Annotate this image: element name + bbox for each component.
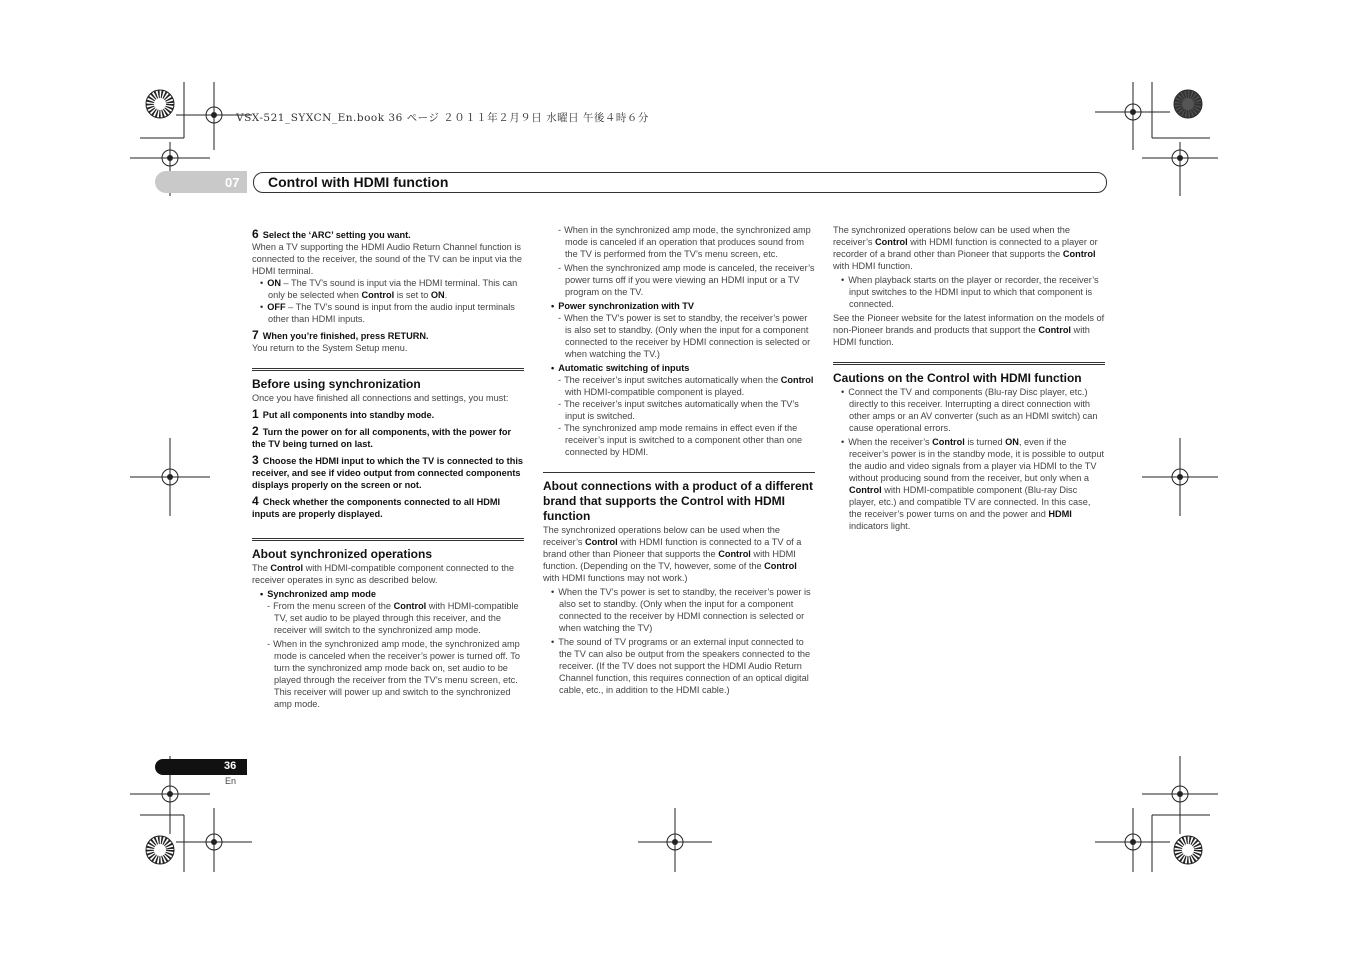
bullet-heading: • Power synchronization with TV — [543, 300, 815, 312]
bullet-item: • When playback starts on the player or recorder, the receiver’s input switches to the HDMI input to which that component is connected. — [833, 274, 1105, 310]
book-info-line: VSX-521_SYXCN_En.book 36 ページ ２０１１年２月９日 水曜日 午後４時６分 — [236, 112, 649, 124]
step-4: 4 Check whether the components connected to all HDMI inputs are properly displayed. — [252, 494, 501, 519]
step-3: 3 Choose the HDMI input to which the TV is connected to this receiver, and see if video output from connected components displays properly on the screen or not. — [252, 453, 524, 490]
page-language: En — [225, 776, 237, 786]
dash-item: - From the menu screen of the Control with HDMI-compatible TV, set audio to be played through this receiver, and the receiver will switch to the synchronized amp mode. — [252, 600, 524, 636]
page-number: 36 — [224, 760, 237, 772]
section-heading-before-sync: Before using synchronization — [252, 368, 524, 392]
section-heading-connections: About connections with a product of a different brand that supports the Control with HDMI function — [543, 472, 815, 524]
bullet-heading: • Synchronized amp mode — [252, 588, 524, 600]
body-text: The synchronized operations below can be used when the receiver’s Control with HDMI function is connected to a TV of a brand other than Pioneer that supports the Control with HDMI function. (Depending on the TV, however, some of the Control with HDMI functions may not work.) — [543, 525, 802, 583]
dash-item: - The receiver’s input switches automatically when the Control with HDMI-compatible component is played. — [543, 374, 815, 398]
bullet-on: • ON – The TV’s sound is input via the HDMI terminal. This can only be selected when Control is set to ON. — [252, 277, 524, 301]
dash-item: - The synchronized amp mode remains in effect even if the receiver’s input is switched to a component other than one connected by HDMI. — [543, 422, 815, 458]
column-2 — [543, 224, 815, 696]
step-1: 1 Put all components into standby mode. — [252, 407, 435, 421]
dash-item: - When in the synchronized amp mode, the synchronized amp mode is canceled when the receiver’s power is turned off. To turn the synchronized amp mode back on, set audio to be played through the receiver from the TV’s menu screen, etc. This receiver will power up and switch to the synchronized amp mode. — [252, 638, 524, 710]
dash-item: - When the synchronized amp mode is canceled, the receiver’s power turns off if you were viewing an HDMI input or a TV program on the TV. — [543, 262, 815, 298]
body-text: You return to the System Setup menu. — [252, 343, 408, 353]
body-text: The Control with HDMI-compatible component connected to the receiver operates in sync as described below. — [252, 563, 514, 585]
body-text: Once you have finished all connections and settings, you must: — [252, 393, 509, 403]
bullet-off: • OFF – The TV’s sound is input from the audio input terminals other than HDMI inputs. — [252, 301, 524, 325]
step-6: 6 Select the ‘ARC’ setting you want. — [252, 227, 411, 241]
body-text: When a TV supporting the HDMI Audio Return Channel function is connected to the receiver, the sound of the TV can be input via the HDMI terminal. — [252, 242, 523, 276]
chapter-number: 07 — [225, 175, 240, 190]
column-1 — [252, 224, 524, 710]
bullet-item: • When the receiver’s Control is turned ON, even if the receiver’s power is in the standby mode, it is possible to output the audio and video signals from a player via HDMI to the TV without producing sound from the receiver, but only when a Control with HDMI-compatible component (Blu-ray Disc player, etc.) and compatible TV are connected. In this case, the receiver’s power turns on and the power and HDMI indicators light. — [833, 436, 1105, 532]
section-heading-about-sync: About synchronized operations — [252, 538, 524, 562]
step-2: 2 Turn the power on for all components, with the power for the TV being turned on last. — [252, 424, 512, 449]
dash-item: - When the TV’s power is set to standby, the receiver’s power is also set to standby. (Only when the input for a component connected to the receiver by HDMI connection is selected or when watching the TV.) — [543, 312, 815, 360]
bullet-item: • Connect the TV and components (Blu-ray Disc player, etc.) directly to this receiver. Interrupting a direct connection with other amps or an AV converter (such as an HDMI switch) can cause operational errors. — [833, 386, 1105, 434]
step-7: 7 When you’re finished, press RETURN. — [252, 328, 429, 342]
bullet-item: • When the TV’s power is set to standby, the receiver’s power is also set to standby. (Only when the input for a component connected to the receiver by HDMI connection is selected or when watching the TV) — [543, 586, 815, 634]
body-text: The synchronized operations below can be used when the receiver’s Control with HDMI function is connected to a player or recorder of a brand other than Pioneer that supports the Control with HDMI function. — [833, 225, 1098, 271]
dash-item: - The receiver’s input switches automatically when the TV’s input is switched. — [543, 398, 815, 422]
bullet-item: • The sound of TV programs or an external input connected to the TV can also be output from the speakers connected to the receiver. (If the TV does not support the HDMI Audio Return Channel function, this requires connection of an optical digital cable, etc., in addition to the HDMI cable.) — [543, 636, 815, 696]
dash-item: - When in the synchronized amp mode, the synchronized amp mode is canceled if an operation that produces sound from the TV is performed from the TV’s menu screen, etc. — [543, 224, 815, 260]
section-heading-cautions: Cautions on the Control with HDMI function — [833, 362, 1105, 386]
bullet-heading: • Automatic switching of inputs — [543, 362, 815, 374]
chapter-title: Control with HDMI function — [268, 174, 449, 190]
column-3 — [833, 224, 1105, 532]
body-text: See the Pioneer website for the latest information on the models of non-Pioneer brands and products that support the Control with HDMI function. — [833, 313, 1105, 347]
